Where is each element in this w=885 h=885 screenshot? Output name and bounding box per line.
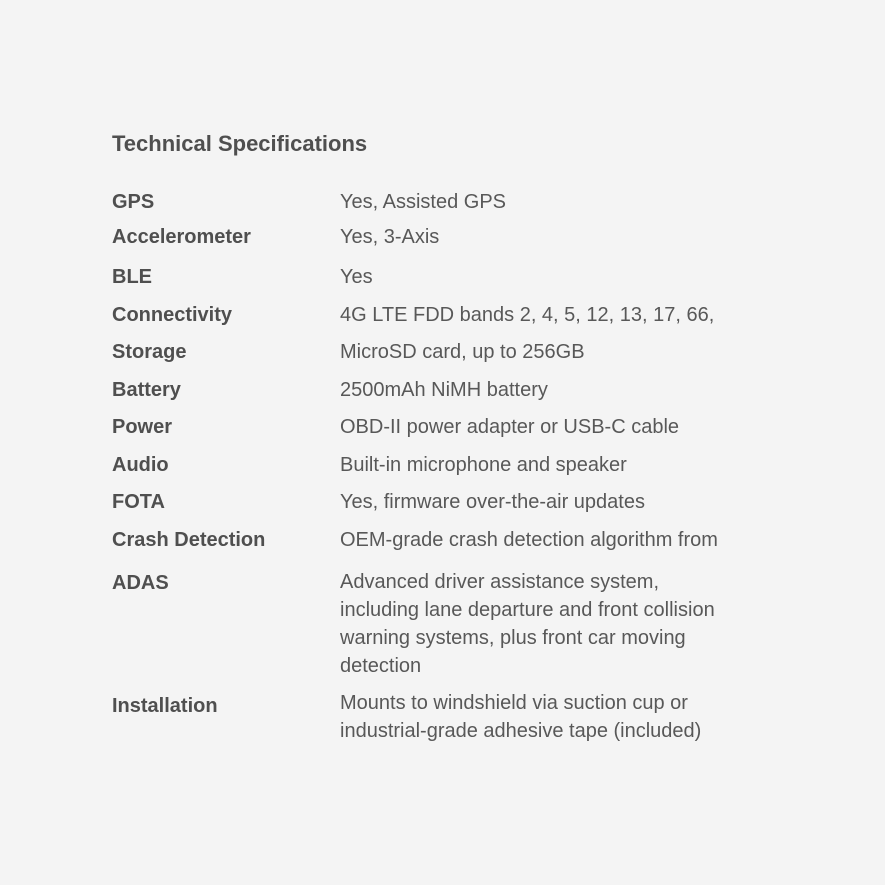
- spec-label: Battery: [112, 379, 181, 401]
- spec-value-line: including lane departure and front collision: [340, 599, 715, 621]
- spec-value-line: industrial-grade adhesive tape (included): [340, 720, 702, 742]
- spec-value: [340, 338, 800, 366]
- spec-value: [340, 488, 800, 516]
- spec-label: Power: [112, 416, 173, 438]
- spec-value-line: warning systems, plus front car moving: [340, 627, 686, 649]
- spec-label: Storage: [112, 341, 187, 363]
- spec-label: Connectivity: [112, 304, 233, 326]
- spec-value-line: 2500mAh NiMH battery: [340, 379, 548, 401]
- spec-label: BLE: [112, 266, 152, 288]
- spec-label: FOTA: [112, 491, 165, 513]
- spec-value: [340, 526, 800, 554]
- spec-value: [340, 451, 800, 479]
- spec-label: Crash Detection: [112, 529, 266, 551]
- spec-value: [340, 188, 800, 216]
- spec-label: Accelerometer: [112, 226, 251, 248]
- spec-value: [340, 263, 800, 291]
- spec-value: [340, 223, 800, 251]
- spec-value: [340, 413, 800, 441]
- spec-value-line: OEM-grade crash detection algorithm from: [340, 529, 718, 551]
- spec-value-line: Yes, Assisted GPS: [340, 191, 507, 213]
- spec-label: Installation: [112, 695, 218, 717]
- spec-value: [340, 301, 800, 329]
- spec-label: ADAS: [112, 572, 169, 594]
- spec-value-line: 4G LTE FDD bands 2, 4, 5, 12, 13, 17, 66,: [340, 304, 715, 326]
- spec-value-line: OBD-II power adapter or USB-C cable: [340, 416, 680, 438]
- spec-value-line: detection: [340, 655, 422, 677]
- spec-value: [340, 376, 800, 404]
- spec-value-line: MicroSD card, up to 256GB: [340, 341, 585, 363]
- page-title: Technical Specifications: [112, 131, 368, 156]
- spec-value-line: Advanced driver assistance system,: [340, 571, 660, 593]
- spec-value-line: Yes, firmware over-the-air updates: [340, 491, 645, 513]
- spec-value-line: Yes: [340, 266, 373, 288]
- spec-value: [340, 568, 800, 680]
- spec-label: Audio: [112, 454, 169, 476]
- spec-value-line: Mounts to windshield via suction cup or: [340, 692, 688, 714]
- spec-value-line: Yes, 3-Axis: [340, 226, 440, 248]
- spec-value-line: Built-in microphone and speaker: [340, 454, 627, 476]
- spec-label: GPS: [112, 191, 155, 213]
- spec-value: [340, 689, 800, 745]
